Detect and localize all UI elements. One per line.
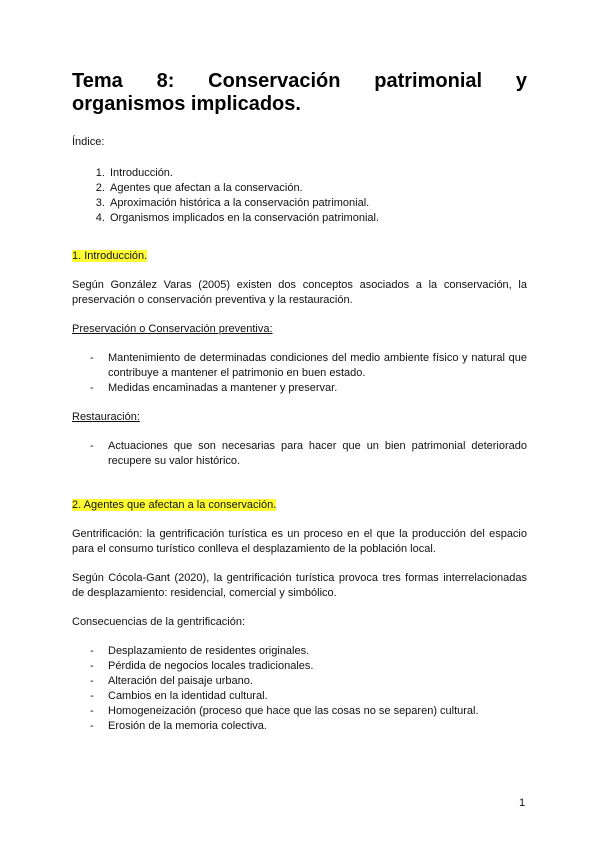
section-1-heading: 1. Introducción. — [72, 250, 148, 262]
cocola-gant-paragraph: Según Cócola-Gant (2020), la gentrificación turística provoca tres formas interrelacionadas de desplazamiento: residencial, comercial y simbólico. — [72, 572, 527, 599]
restoration-heading: Restauración: — [72, 411, 140, 423]
consequence-item: - Pérdida de negocios locales tradicionales. — [72, 659, 527, 674]
preservation-item: - Mantenimiento de determinadas condiciones del medio ambiente físico y natural que contribuye a mantener el patrimonio en buen estado. — [72, 351, 527, 381]
consequences-list — [72, 644, 527, 734]
index-item: 2. Agentes que afectan a la conservación. — [108, 181, 527, 196]
index-list — [72, 166, 527, 226]
preservation-list — [72, 351, 527, 396]
consequences-label: Consecuencias de la gentrificación: — [72, 616, 246, 628]
index-item: 4. Organismos implicados en la conservación patrimonial. — [108, 211, 527, 226]
consequence-item: - Cambios en la identidad cultural. — [72, 689, 527, 704]
document-page — [72, 70, 527, 734]
preservation-heading: Preservación o Conservación preventiva: — [72, 323, 273, 335]
restoration-item: - Actuaciones que son necesarias para hacer que un bien patrimonial deteriorado recupere su valor histórico. — [72, 439, 527, 469]
index-item: 1. Introducción. — [108, 166, 527, 181]
restoration-list — [72, 439, 527, 469]
index-label: Índice: — [72, 136, 105, 148]
index-item: 3. Aproximación histórica a la conservación patrimonial. — [108, 196, 527, 211]
page-number: 1 — [519, 797, 526, 809]
consequence-item: - Homogeneización (proceso que hace que las cosas no se separen) cultural. — [72, 704, 527, 719]
section-1-paragraph: Según González Varas (2005) existen dos conceptos asociados a la conservación, la preservación o conservación preventiva y la restauración. — [72, 279, 527, 306]
consequence-item: - Desplazamiento de residentes originales. — [72, 644, 527, 659]
document-title: Tema 8: Conservación patrimonial y organismos implicados. — [72, 70, 527, 115]
section-2-heading: 2. Agentes que afectan a la conservación. — [72, 499, 277, 511]
consequence-item: - Alteración del paisaje urbano. — [72, 674, 527, 689]
preservation-item: - Medidas encaminadas a mantener y preservar. — [72, 381, 527, 396]
consequence-item: - Erosión de la memoria colectiva. — [72, 719, 527, 734]
gentrification-paragraph: Gentrificación: la gentrificación turística es un proceso en el que la producción del espacio para el consumo turístico conlleva el desplazamiento de la población local. — [72, 528, 527, 555]
